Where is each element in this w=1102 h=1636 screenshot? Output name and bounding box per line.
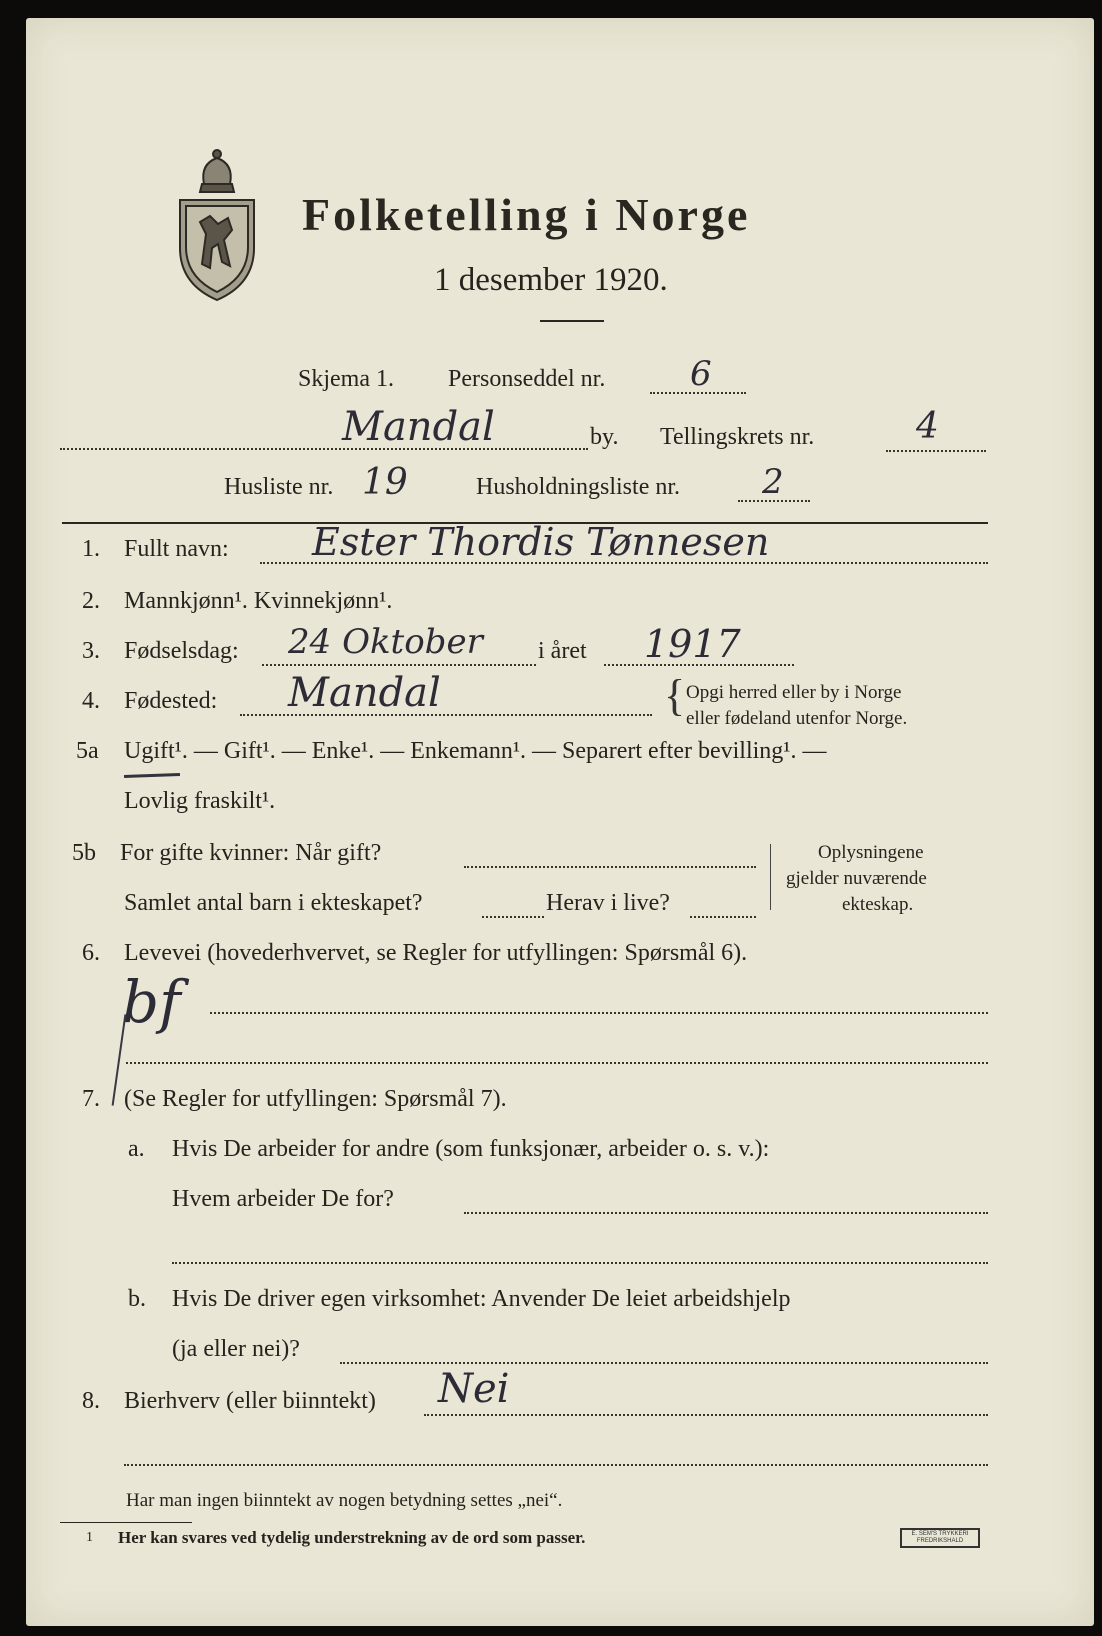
q4-note-brace: { — [664, 671, 686, 720]
form-title: Folketelling i Norge — [302, 189, 751, 240]
q3-year-label: i året — [538, 638, 587, 664]
q4-label: Fødested: — [124, 688, 218, 714]
q3-label: Fødselsdag: — [124, 638, 239, 664]
q6-number: 6. — [82, 940, 100, 966]
q4-number: 4. — [82, 688, 100, 714]
birth-year-value[interactable]: 1917 — [644, 622, 741, 666]
q5b-number: 5b — [72, 840, 96, 866]
footnote-divider — [60, 1522, 192, 1523]
q5a-number: 5a — [76, 738, 99, 764]
q5a-label2: Lovlig fraskilt¹. — [124, 788, 276, 814]
q5b-note-line2: gjelder nuværende — [786, 868, 927, 889]
title-divider — [540, 320, 604, 322]
husholdning-label: Husholdningsliste nr. — [476, 474, 681, 500]
full-name-value[interactable]: Ester Thordis Tønnesen — [312, 520, 770, 564]
q3-day-field-line — [262, 664, 536, 666]
q7a-field-line-2 — [172, 1262, 988, 1264]
occupation-value[interactable]: bf — [122, 968, 181, 1036]
q5b-field-line-2 — [482, 916, 544, 918]
husliste-label: Husliste nr. — [224, 474, 334, 500]
q5b-label: For gifte kvinner: Når gift? — [120, 840, 382, 866]
q5a-label: Ugift¹. — Gift¹. — Enke¹. — Enkemann¹. — Separert efter bevilling¹. — — [124, 738, 827, 764]
q5b-label3: Herav i live? — [546, 890, 670, 916]
q8-number: 8. — [82, 1388, 100, 1414]
q7a-field-line-1 — [464, 1212, 988, 1214]
side-income-value[interactable]: Nei — [438, 1366, 510, 1412]
q2-label: Mannkjønn¹. Kvinnekjønn¹. — [124, 588, 393, 614]
printer-line2: FREDRIKSHALD — [916, 1538, 964, 1544]
town-field-line — [60, 448, 588, 450]
personseddel-value[interactable]: 6 — [690, 354, 712, 394]
q4-note-line2: eller fødeland utenfor Norge. — [686, 708, 908, 729]
q5b-field-line-3 — [690, 916, 756, 918]
printer-line1: E. SEM'S TRYKKERI — [911, 1531, 969, 1537]
printer-stamp — [900, 1528, 980, 1548]
census-date: 1 desember 1920. — [434, 262, 668, 298]
coat-of-arms-icon — [174, 144, 260, 302]
q7-number: 7. — [82, 1086, 100, 1112]
birth-day-value[interactable]: 24 Oktober — [288, 622, 483, 662]
q7b-label2: (ja eller nei)? — [172, 1336, 300, 1362]
q3-number: 3. — [82, 638, 100, 664]
q6-label: Levevei (hovederhvervet, se Regler for utfyllingen: Spørsmål 6). — [124, 940, 748, 966]
q7b-label: Hvis De driver egen virksomhet: Anvender De leiet arbeidshjelp — [172, 1286, 791, 1312]
q7b-field-line — [340, 1362, 988, 1364]
q1-label: Fullt navn: — [124, 536, 229, 562]
q5b-label2: Samlet antal barn i ekteskapet? — [124, 890, 423, 916]
q6-field-line-1 — [210, 1012, 988, 1014]
birthplace-value[interactable]: Mandal — [288, 670, 441, 716]
footnote-text: Her kan svares ved tydelig understrekning av de ord som passer. — [118, 1528, 586, 1547]
tellingskrets-value[interactable]: 4 — [916, 406, 939, 447]
q5b-note-brace — [770, 844, 771, 910]
q2-number: 2. — [82, 588, 100, 614]
q5b-note-line1: Oplysningene — [818, 842, 924, 863]
q6-field-line-2 — [126, 1062, 988, 1064]
husholdning-value[interactable]: 2 — [762, 462, 784, 502]
skjema-label: Skjema 1. — [298, 366, 394, 392]
personseddel-label: Personseddel nr. — [448, 366, 606, 392]
tellingskrets-label: Tellingskrets nr. — [660, 424, 815, 450]
footnote-mark: 1 — [86, 1530, 93, 1545]
q8-label: Bierhverv (eller biinntekt) — [124, 1388, 376, 1414]
q7b-number: b. — [128, 1286, 146, 1312]
q8-field-line-2 — [124, 1464, 988, 1466]
q7-label: (Se Regler for utfyllingen: Spørsmål 7). — [124, 1086, 507, 1112]
q7a-label: Hvis De arbeider for andre (som funksjonær, arbeider o. s. v.): — [172, 1136, 770, 1162]
ugift-underline-mark — [124, 773, 180, 778]
q1-number: 1. — [82, 536, 100, 562]
q5b-field-line-1 — [464, 866, 756, 868]
q4-note-line1: Opgi herred eller by i Norge — [686, 682, 902, 703]
q8-field-line-1 — [424, 1414, 988, 1416]
footer-note: Har man ingen biinntekt av nogen betydning settes „nei“. — [126, 1490, 563, 1511]
husliste-value[interactable]: 19 — [362, 462, 408, 503]
q7a-label2: Hvem arbeider De for? — [172, 1186, 394, 1212]
by-label: by. — [590, 424, 619, 450]
census-form-page — [26, 18, 1094, 1626]
q7a-number: a. — [128, 1136, 145, 1162]
tellingskrets-field-line — [886, 450, 986, 452]
town-value[interactable]: Mandal — [342, 404, 495, 450]
q5b-note-line3: ekteskap. — [842, 894, 914, 915]
